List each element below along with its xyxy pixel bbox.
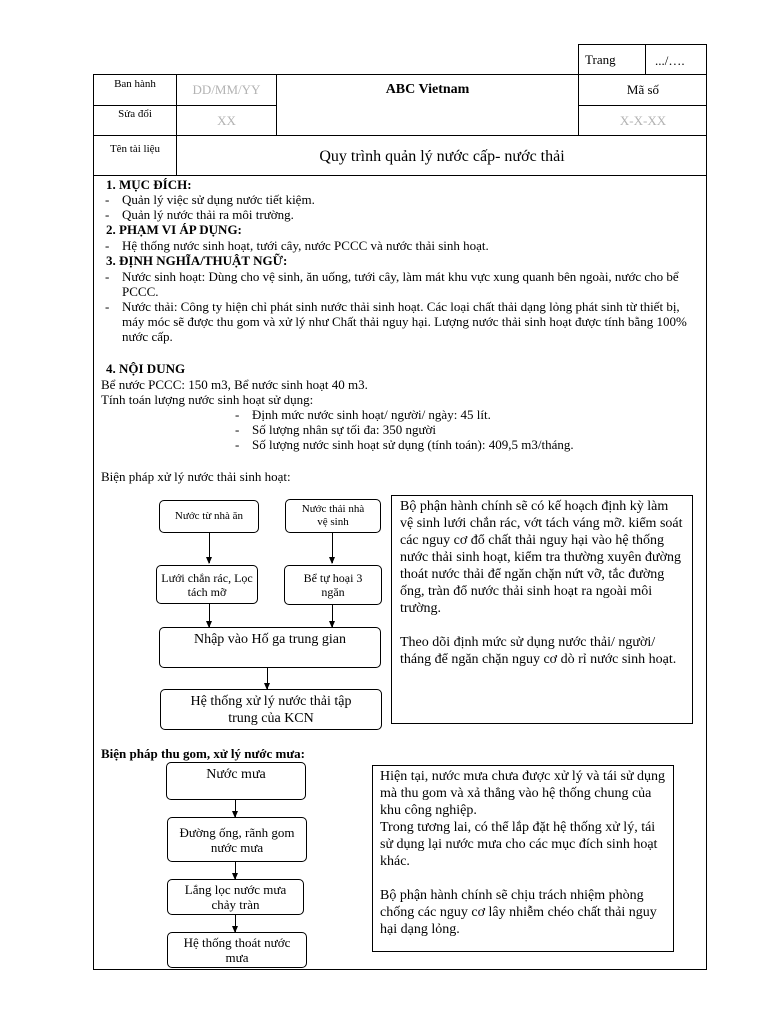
flow-box-label: Nước thải nhà vệ sinh <box>301 503 365 528</box>
rainwater-note-1: Hiện tại, nước mưa chưa được xử lý và tái sử dụng mà thu gom và xả thẳng vào hệ thống chung của khu công nghiệp. <box>380 769 666 818</box>
page-number-cell <box>578 44 707 75</box>
page-divider <box>645 45 646 74</box>
document-title: Quy trình quản lý nước cấp- nước thải <box>319 148 565 165</box>
section-scope-heading: 2. PHẠM VI ÁP DỤNG: <box>106 222 242 237</box>
flow-box-grease-screen <box>156 565 258 604</box>
code-value: X-X-XX <box>619 113 667 128</box>
flow-box-label: Đường ống, rãnh gom nước mưa <box>179 824 295 855</box>
revision-label: Sửa đổi <box>118 108 152 120</box>
flow-box-label: Hệ thống thoát nước mưa <box>183 935 291 965</box>
flow-box-toilet-water <box>285 499 381 533</box>
wastewater-note-box <box>391 495 693 724</box>
flow-arrow <box>235 800 236 817</box>
wastewater-heading: Biện pháp xử lý nước thải sinh hoạt: <box>101 469 291 484</box>
list-item: - Nước thải: Công ty hiện chỉ phát sinh nước thải sinh hoạt. Các loại chất thải dạng lỏng phát sinh từ thiết bị, máy móc sẽ được thu gom và xử lý như Chất thải nguy hại. Lượng nước thải sinh hoạt được tính bằng 100% nước cấp. <box>100 299 690 344</box>
doc-name-label: Tên tài liệu <box>109 143 161 155</box>
section-purpose-heading: 1. MỤC ĐÍCH: <box>106 177 192 192</box>
flow-box-rain-pipes <box>167 817 307 862</box>
flow-arrow <box>235 915 236 932</box>
wastewater-note-1: Bộ phận hành chính sẽ có kế hoạch định kỳ làm vệ sinh lưới chắn rác, vớt tách váng mỡ. kiểm soát các nguy cơ đổ chất thải nguy hại vào hệ thống nước thải sinh hoạt, kiểm tra thường xuyên đường thoát nước thải để ngăn chặn nứt vỡ, tắc đường ống, tràn đổ nước thải sinh hoạt ra ngoài môi trường. <box>400 499 683 616</box>
flow-arrow <box>235 862 236 879</box>
flow-box-central-treatment <box>160 689 382 730</box>
revision-value: XX <box>217 113 236 128</box>
flow-box-label: Nhập vào Hố ga trung gian <box>193 632 347 647</box>
header-grid-line <box>93 135 707 136</box>
rainwater-note-2: Trong tương lai, có thể lắp đặt hệ thống xử lý, tái sử dụng lại nước mưa cho các mục đích sinh hoạt khác. <box>380 820 658 869</box>
list-item: - Định mức nước sinh hoạt/ người/ ngày: 45 lít. <box>230 407 690 422</box>
issued-label: Ban hành <box>114 78 156 90</box>
flow-box-manhole <box>159 627 381 668</box>
flow-arrow <box>209 604 210 627</box>
flow-box-rainwater <box>166 762 306 800</box>
scope-list <box>100 238 700 253</box>
list-item: - Số lượng nhân sự tối đa: 350 người <box>230 422 690 437</box>
header-grid-line <box>93 105 277 106</box>
list-item: - Nước sinh hoạt: Dùng cho vệ sinh, ăn uống, tưới cây, làm mát khu vực xung quanh bên ngoài, nước cho bể PCCC. <box>100 269 690 299</box>
flow-box-label: Nước từ nhà ăn <box>174 510 244 522</box>
flow-box-label: Lắng lọc nước mưa chảy tràn <box>184 882 287 912</box>
list-item: - Hệ thống nước sinh hoạt, tưới cây, nước PCCC và nước thải sinh hoạt. <box>100 238 700 253</box>
purpose-list <box>100 192 700 222</box>
tank-capacity: Bể nước PCCC: 150 m3, Bể nước sinh hoạt 40 m3. <box>101 377 368 392</box>
rainwater-note-box <box>372 765 674 952</box>
code-label: Mã số <box>626 82 660 97</box>
issued-date: DD/MM/YY <box>192 82 261 97</box>
flow-arrow <box>267 668 268 689</box>
rainwater-note-3: Bộ phận hành chính sẽ chịu trách nhiệm phòng chống các nguy cơ lây nhiễm chéo chất thải nguy hại dạng lỏng. <box>380 888 657 937</box>
list-item: - Số lượng nước sinh hoạt sử dụng (tính toán): 409,5 m3/tháng. <box>230 437 690 452</box>
header-grid-line <box>578 105 707 106</box>
flow-arrow <box>332 605 333 627</box>
flow-arrow <box>209 533 210 563</box>
definitions-list <box>100 269 690 344</box>
flow-box-label: Bể tự hoại 3 ngăn <box>303 571 363 599</box>
header-grid-line <box>93 175 707 176</box>
list-item: - Quản lý việc sử dụng nước tiết kiệm. <box>100 192 700 207</box>
page-label: Trang <box>585 52 616 67</box>
flow-box-label: Nước mưa <box>206 767 266 782</box>
company-name: ABC Vietnam <box>385 82 470 97</box>
flow-box-septic-tank <box>284 565 382 605</box>
calc-list <box>230 407 690 452</box>
calc-intro: Tính toán lượng nước sinh hoạt sử dụng: <box>101 392 314 407</box>
section-content-heading: 4. NỘI DUNG <box>106 361 186 376</box>
wastewater-note-2: Theo dõi định mức sử dụng nước thải/ người/ tháng để ngăn chặn nguy cơ dò rỉ nước sinh hoạt. <box>400 635 677 667</box>
flow-arrow <box>332 533 333 563</box>
section-definitions-heading: 3. ĐỊNH NGHĨA/THUẬT NGỮ: <box>106 253 288 268</box>
flow-box-rain-drainage <box>167 932 307 968</box>
flow-box-label: Hệ thống xử lý nước thải tập trung của KCN <box>190 693 352 726</box>
flow-box-rain-settling <box>167 879 304 915</box>
rainwater-heading: Biện pháp thu gom, xử lý nước mưa: <box>101 746 305 761</box>
flow-box-label: Lưới chắn rác, Lọc tách mỡ <box>161 570 253 599</box>
flow-box-kitchen-water <box>159 500 259 533</box>
page-value: .../…. <box>655 53 685 68</box>
list-item: - Quản lý nước thải ra môi trường. <box>100 207 700 222</box>
